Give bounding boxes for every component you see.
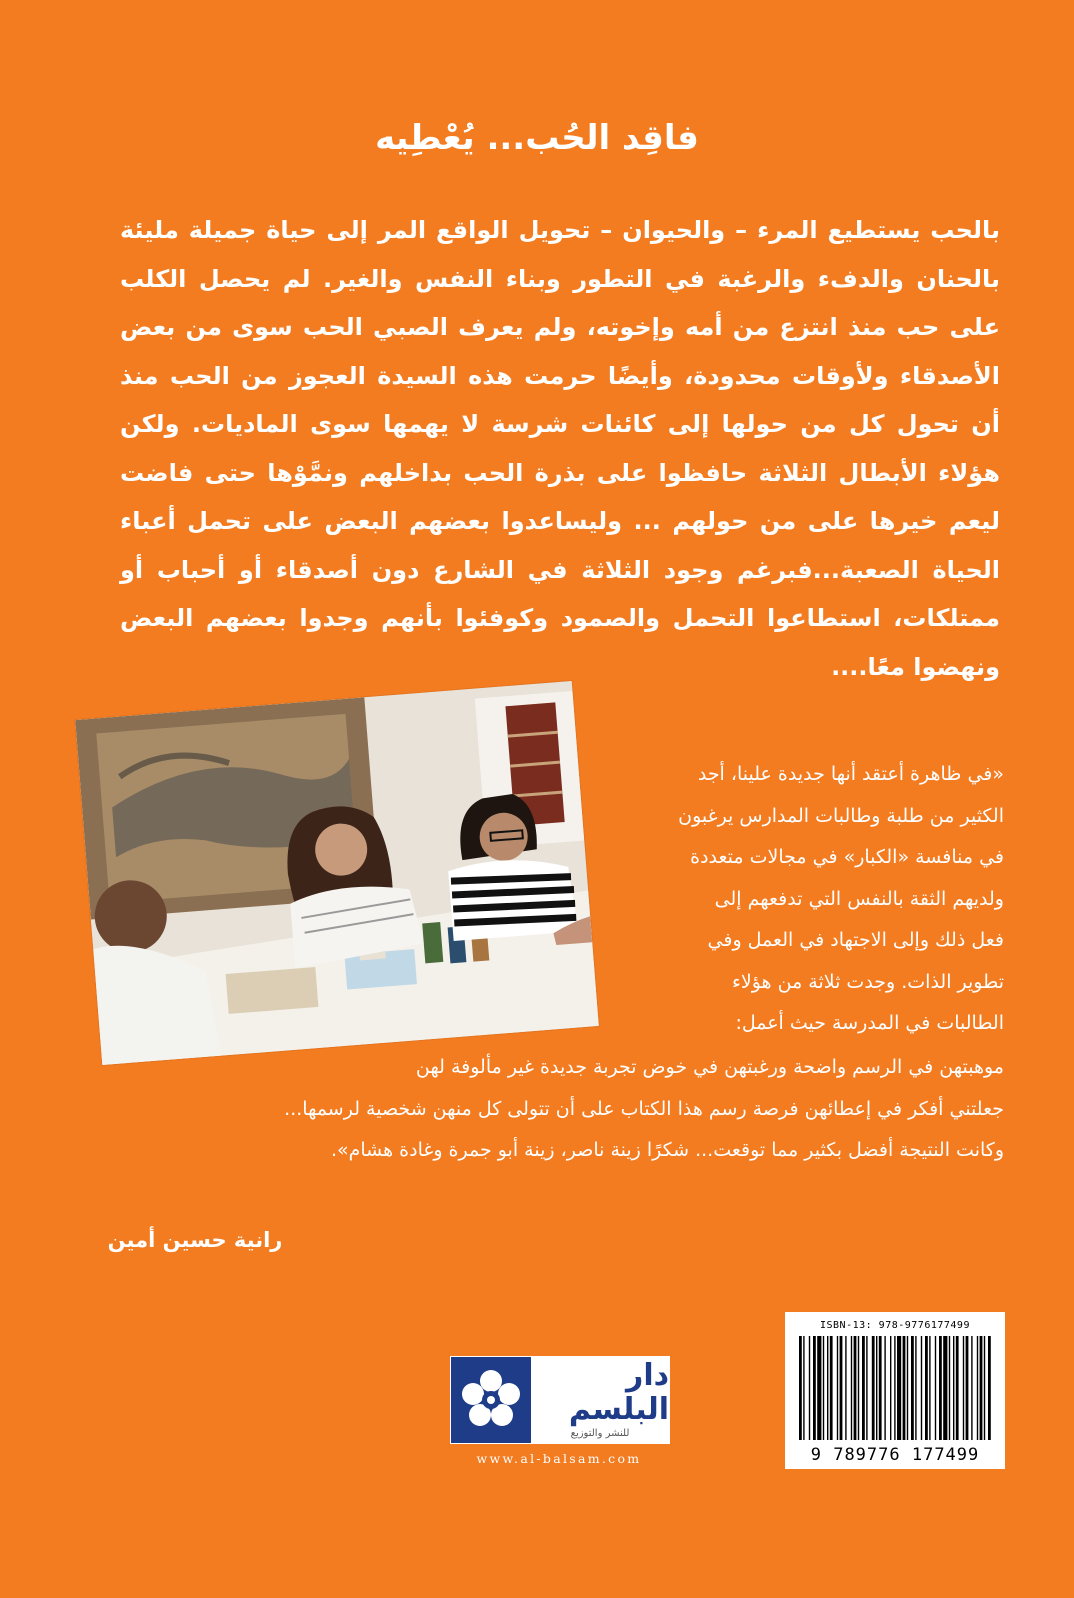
barcode-bar (911, 1336, 914, 1440)
quote-line: الطالبات في المدرسة حيث أعمل: (735, 1012, 1004, 1034)
isbn-barcode (785, 1312, 1005, 1469)
barcode-bar (872, 1336, 875, 1440)
barcode-bar (854, 1336, 857, 1440)
isbn-digits: 9 789776 177499 (810, 1445, 980, 1465)
illustrators-photo (75, 681, 599, 1065)
barcode-bar (803, 1336, 804, 1440)
barcode-bar (915, 1336, 916, 1440)
barcode-bar (866, 1336, 867, 1440)
publisher-url: www.al-balsam.com (476, 1451, 642, 1466)
flower-emblem-icon (451, 1357, 531, 1443)
publisher-logo (450, 1356, 670, 1444)
barcode-bar (971, 1336, 972, 1440)
barcode-bar (953, 1336, 954, 1440)
barcode-bar (894, 1336, 895, 1440)
barcode-bar (925, 1336, 928, 1440)
quote-line: في منافسة «الكبار» في مجالات متعددة (690, 846, 1004, 868)
barcode-bar (980, 1336, 983, 1440)
author-name: رانية حسين أمين (107, 1228, 283, 1252)
barcode-bar (884, 1336, 885, 1440)
quote-line: جعلتني أفكر في إعطائهن فرصة رسم هذا الكتاب على أن تتولى كل منهن شخصية لرسمها... (284, 1097, 1004, 1120)
back-cover-blurb (120, 206, 1000, 691)
barcode-bar (949, 1336, 950, 1440)
quote-line: فعل ذلك وإلى الاجتهاد في العمل وفي (707, 929, 1004, 951)
barcode-bar (823, 1336, 824, 1440)
barcode-bar (984, 1336, 985, 1440)
barcode-bar (890, 1336, 891, 1440)
barcode-bar (845, 1336, 846, 1440)
barcode-bar (977, 1336, 978, 1440)
barcode-bar (879, 1336, 882, 1440)
barcode-bar (963, 1336, 964, 1440)
barcode-bar (929, 1336, 930, 1440)
barcode-bar (935, 1336, 936, 1440)
barcode-bar (956, 1336, 959, 1440)
barcode-bar (907, 1336, 908, 1440)
quote-line: الكثير من طلبة وطالبات المدارس يرغبون (678, 804, 1004, 827)
publisher-name: دار البلسم (568, 1358, 669, 1427)
barcode-bar (817, 1336, 821, 1440)
barcode-bar (840, 1336, 843, 1440)
quote-line: وكانت النتيجة أفضل بكثير مما توقعت... شكرًا زينة ناصر، زينة أبو جمرة وغادة هشام». (330, 1139, 1004, 1161)
barcode-bar (943, 1336, 947, 1440)
barcode-bar (939, 1336, 942, 1440)
barcode-bar (903, 1336, 906, 1440)
barcode-bar (830, 1336, 833, 1440)
quote-line: ولديهم الثقة بالنفس التي تدفعهم إلى (714, 887, 1004, 910)
barcode-bar (876, 1336, 877, 1440)
barcode-bar (897, 1336, 901, 1440)
barcode-bar (809, 1336, 810, 1440)
barcode-bar (988, 1336, 991, 1440)
barcode-bar (827, 1336, 828, 1440)
barcode-bars (799, 1336, 991, 1440)
quote-line: تطوير الذات. وجدت ثلاثة من هؤلاء (731, 970, 1004, 993)
quote-beside-photo (612, 754, 1004, 1045)
barcode-bar (813, 1336, 816, 1440)
isbn-label: ISBN-13: 978-9776177499 (820, 1320, 970, 1331)
barcode-bar (837, 1336, 838, 1440)
barcode-bar (858, 1336, 859, 1440)
barcode-bar (851, 1336, 852, 1440)
publisher-subtitle: للنشر والتوزيع (570, 1428, 630, 1439)
publisher-wordmark (531, 1357, 669, 1443)
barcode-bar (799, 1336, 802, 1440)
quote-line: «في ظاهرة أعتقد أنها جديدة علينا، أجد (697, 763, 1004, 785)
barcode-bar (862, 1336, 865, 1440)
book-title: فاقِد الحُب... يُعْطِيه (375, 118, 699, 158)
quote-line: موهبتهن في الرسم واضحة ورغبتهن في خوض تجربة جديدة غير مألوفة لهن (415, 1056, 1004, 1078)
barcode-bar (966, 1336, 969, 1440)
barcode-bar (921, 1336, 922, 1440)
quote-full-width (180, 1047, 1004, 1172)
blurb-text: بالحب يستطيع المرء – والحيوان – تحويل الواقع المر إلى حياة جميلة مليئة بالحنان والدفء والرغبة في التطور وبناء النفس والغير. لم يحصل الكلب على حب منذ انتزع من أمه وإخوته، ولم يعرف الصبي الحب سوى من بعض الأصدقاء ولأوقات محدودة، وأيضًا حرمت هذه السيدة العجوز من الحب منذ أن تحول كل من حولها إلى كائنات شرسة لا يهمها سوى الماديات. ولكن هؤلاء الأبطال الثلاثة حافظوا على بذرة الحب بداخلهم ونمَّوْها حتى فاضت ليعم خيرها على من حولهم ... وليساعدوا بعضهم البعض على تحمل أعباء الحياة الصعبة...فبرغم وجود الثلاثة في الشارع دون أصدقاء أو أحباب أو ممتلكات، استطاعوا التحمل والصمود وكوفئوا بأنهم وجدوا بعضهم البعض ونهضوا معًا.... (120, 216, 1000, 681)
